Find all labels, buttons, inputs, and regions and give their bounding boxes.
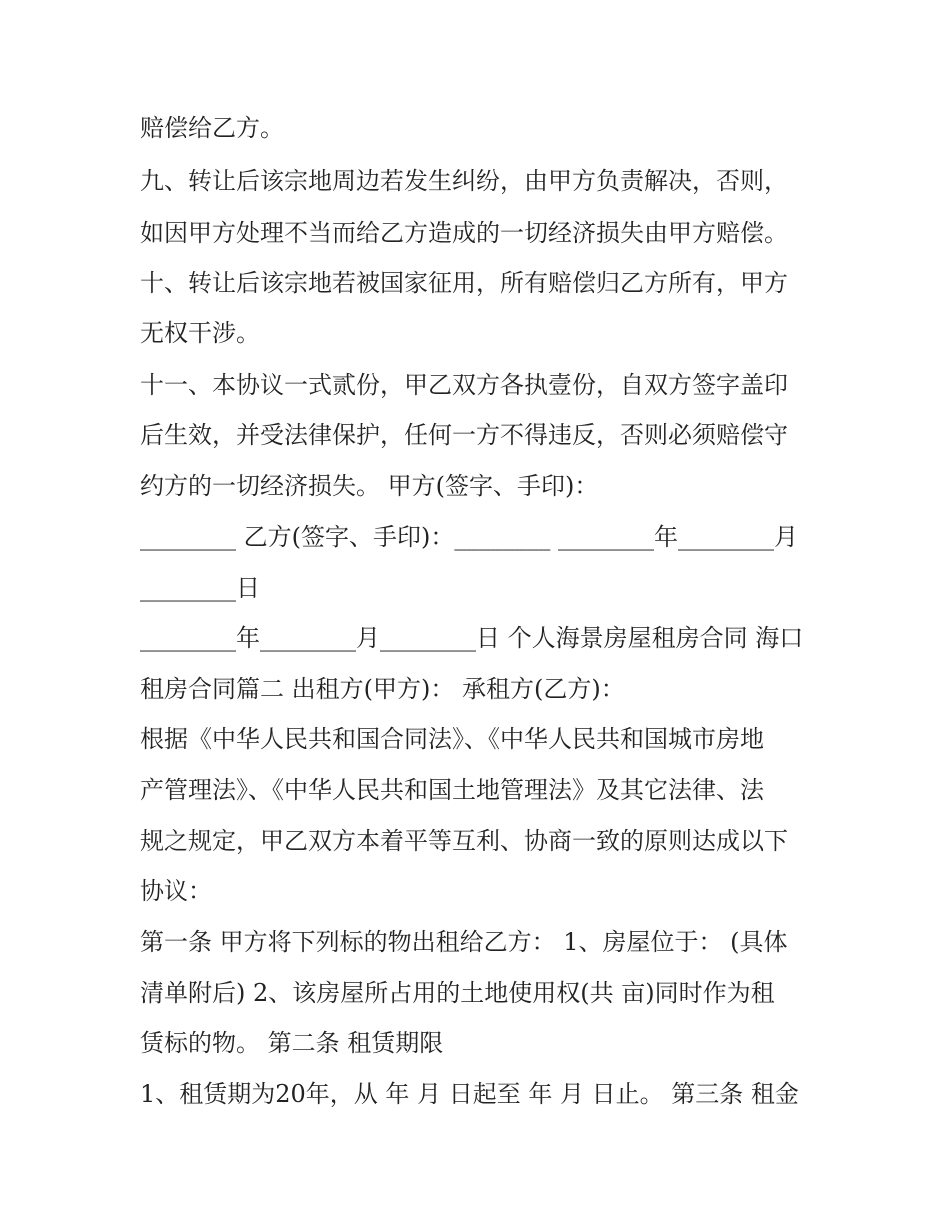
text-line: 后生效，并受法律保护，任何一方不得违反，否则必须赔偿守	[140, 421, 788, 449]
text-line: 十一、本协议一式贰份，甲乙双方各执壹份，自双方签字盖印	[140, 371, 788, 399]
text-line: 协议：	[140, 877, 212, 905]
text-line: 清单附后) 2、该房屋所占用的土地使用权(共 亩)同时作为租	[140, 979, 775, 1007]
text-line: 赔偿给乙方。	[140, 114, 284, 142]
text-line: 无权干涉。	[140, 319, 260, 347]
text-line: 规之规定，甲乙双方本着平等互利、协商一致的原则达成以下	[140, 827, 788, 855]
text-line: 约方的一切经济损失。 甲方(签字、手印)：	[140, 472, 599, 500]
text-line: 赁标的物。 第二条 租赁期限	[140, 1029, 444, 1057]
text-line: 产管理法》、《中华人民共和国土地管理法》及其它法律、法	[140, 776, 764, 804]
text-line: 九、转让后该宗地周边若发生纠纷，由甲方负责解决，否则，	[140, 167, 788, 195]
text-line: ________日	[140, 574, 260, 602]
text-line: 根据《中华人民共和国合同法》、《中华人民共和国城市房地	[140, 725, 764, 753]
text-line: 1、租赁期为20年，从 年 月 日起至 年 月 日止。 第三条 租金	[140, 1080, 799, 1108]
text-line: 如因甲方处理不当而给乙方造成的一切经济损失由甲方赔偿。	[140, 219, 788, 247]
text-line: 第一条 甲方将下列标的物出租给乙方： 1、房屋位于： (具体	[140, 928, 788, 956]
text-line: ________ 乙方(签字、手印)：________ ________年________月	[140, 523, 798, 551]
text-line: 租房合同篇二 出租方(甲方)： 承租方(乙方)：	[140, 675, 625, 703]
text-line: 十、转让后该宗地若被国家征用，所有赔偿归乙方所有，甲方	[140, 269, 788, 297]
text-line: ________年________月________日 个人海景房屋租房合同 海口	[140, 624, 804, 652]
